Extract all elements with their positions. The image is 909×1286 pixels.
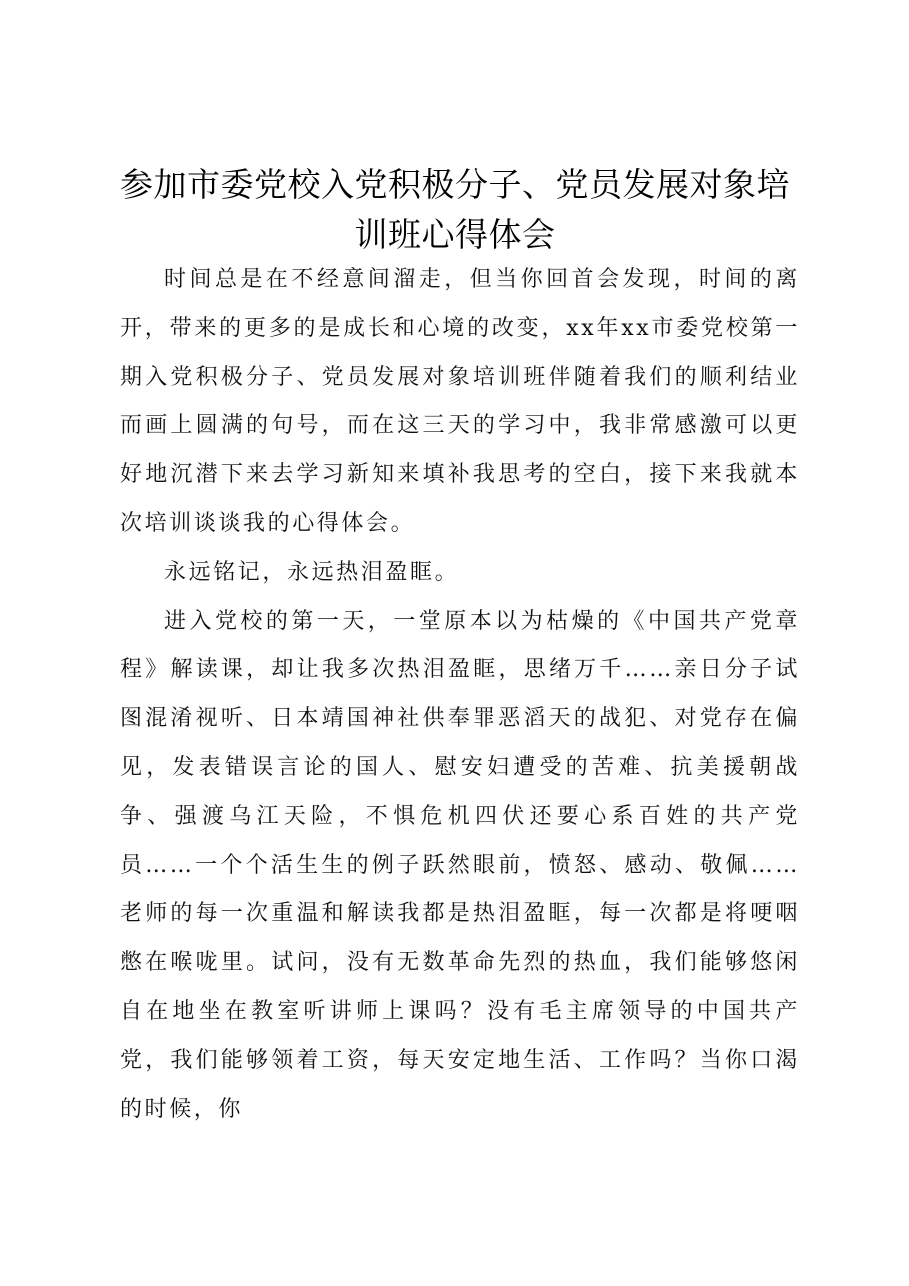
title-line-2: 训班心得体会 — [354, 215, 556, 254]
paragraph-heading-remember: 永远铭记，永远热泪盈眶。 — [164, 559, 460, 585]
document-body — [120, 256, 800, 1134]
paragraph-first-day: 进入党校的第一天，一堂原本以为枯燥的《中国共产党章程》解读课，却让我多次热泪盈眶，思绪万千……亲日分子试图混淆视听、日本靖国神社供奉罪恶滔天的战犯、对党存在偏见，发表错误言论的国人、慰安妇遭受的苦难、抗美援朝战争、强渡乌江天险，不惧危机四伏还要心系百姓的共产党员……一个个活生生的例子跃然眼前，愤怒、感动、敬佩……老师的每一次重温和解读我都是热泪盈眶，每一次都是将哽咽憋在喉咙里。试问，没有无数革命先烈的热血，我们能够悠闲自在地坐在教室听讲师上课吗？没有毛主席领导的中国共产党，我们能够领着工资，每天安定地生活、工作吗？当你口渴的时候，你 — [120, 608, 800, 1122]
paragraph-intro: 时间总是在不经意间溜走，但当你回首会发现，时间的离开，带来的更多的是成长和心境的改变，xx年xx市委党校第一期入党积极分子、党员发展对象培训班伴随着我们的顺利结业而画上圆满的句号，而在这三天的学习中，我非常感激可以更好地沉潜下来去学习新知来填补我思考的空白，接下来我就本次培训谈谈我的心得体会。 — [120, 267, 800, 536]
document-title — [110, 160, 800, 260]
title-line-1: 参加市委党校入党积极分子、党员发展对象培 — [120, 165, 790, 204]
